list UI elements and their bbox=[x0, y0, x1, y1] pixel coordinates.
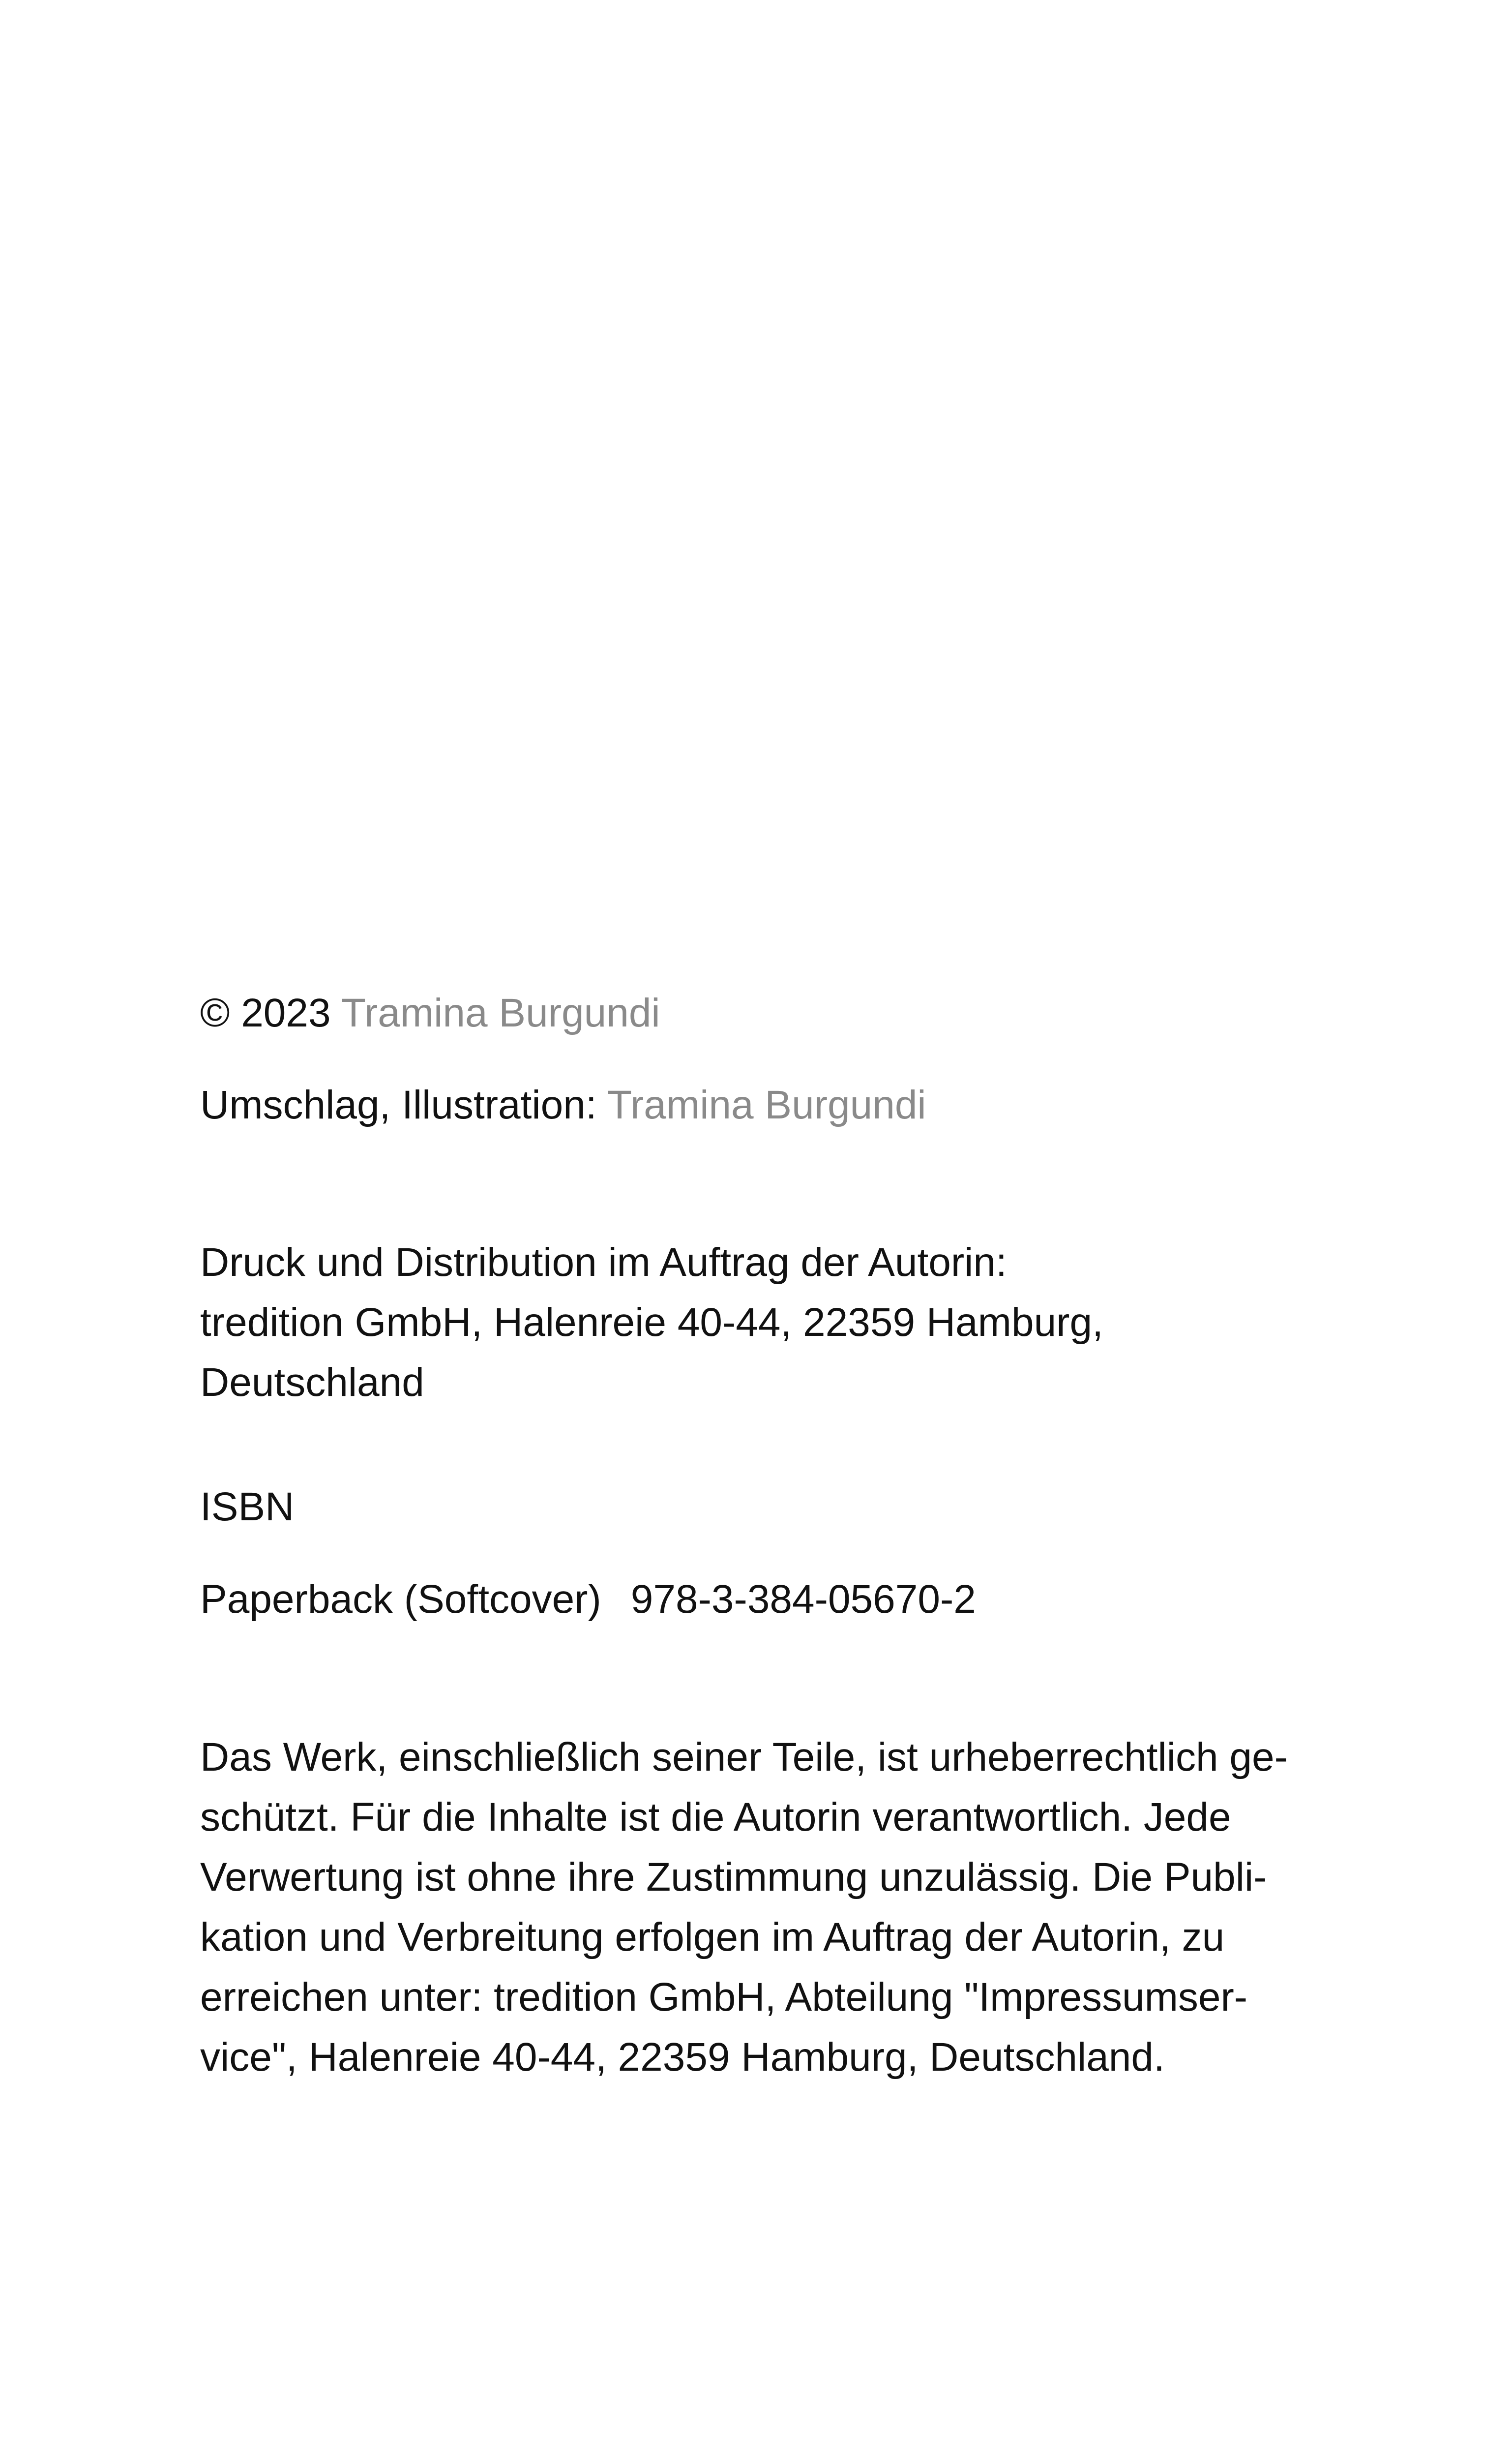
isbn-format: Paperback (Softcover) bbox=[200, 1577, 601, 1622]
printing-line: tredition GmbH, Halenreie 40-44, 22359 Hamburg, bbox=[200, 1300, 1103, 1345]
legal-line: kation und Verbreitung erfolgen im Auftrag der Autorin, zu bbox=[200, 1915, 1225, 1960]
legal-line: erreichen unter: tredition GmbH, Abteilung "Impressumser- bbox=[200, 1975, 1248, 2020]
copyright-line bbox=[200, 983, 1361, 1043]
printing-distribution bbox=[200, 1233, 1361, 1413]
legal-line: schützt. Für die Inhalte ist die Autorin verantwortlich. Jede bbox=[200, 1795, 1231, 1840]
legal-line: vice", Halenreie 40-44, 22359 Hamburg, Deutschland. bbox=[200, 2035, 1165, 2080]
legal-line: Das Werk, einschließlich seiner Teile, ist urheberrechtlich ge- bbox=[200, 1735, 1288, 1779]
legal-notice bbox=[200, 1727, 1361, 2087]
cover-credit-label: Umschlag, Illustration: bbox=[200, 1083, 607, 1127]
isbn-number: 978-3-384-05670-2 bbox=[630, 1577, 976, 1622]
isbn-line bbox=[200, 1569, 1361, 1629]
copyright-author: Tramina Burgundi bbox=[341, 991, 660, 1035]
printing-line: Druck und Distribution im Auftrag der Autorin: bbox=[200, 1240, 1007, 1285]
cover-credit-author: Tramina Burgundi bbox=[607, 1083, 926, 1127]
isbn-heading: ISBN bbox=[200, 1484, 295, 1529]
printing-line: Deutschland bbox=[200, 1360, 424, 1405]
legal-line: Verwertung ist ohne ihre Zustimmung unzulässig. Die Publi- bbox=[200, 1855, 1267, 1900]
cover-credit-line bbox=[200, 1075, 1361, 1135]
copyright-prefix: © 2023 bbox=[200, 991, 341, 1035]
